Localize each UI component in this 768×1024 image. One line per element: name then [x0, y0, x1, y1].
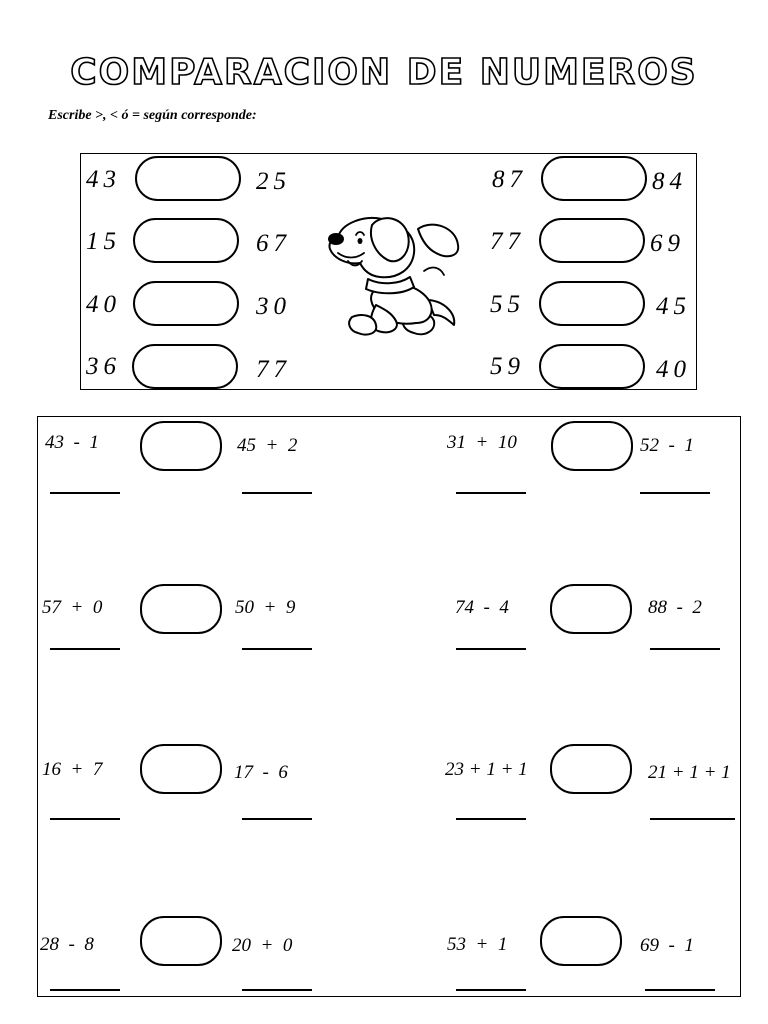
expression-right: 52 - 1	[640, 435, 694, 456]
expression-right: 21 + 1 + 1	[648, 762, 731, 783]
number-right: 25	[256, 168, 291, 195]
dog-illustration	[318, 205, 464, 345]
answer-line[interactable]	[650, 818, 735, 820]
number-left: 43	[86, 166, 121, 193]
expression-right: 45 + 2	[237, 435, 298, 456]
expression-left: 16 + 7	[42, 759, 103, 780]
expression-left: 31 + 10	[447, 432, 517, 453]
expression-left: 28 - 8	[40, 934, 94, 955]
answer-line[interactable]	[242, 492, 312, 494]
number-right: 67	[256, 230, 291, 257]
number-left: 36	[86, 353, 121, 380]
expression-right: 88 - 2	[648, 597, 702, 618]
answer-oval[interactable]	[539, 218, 645, 263]
number-left: 55	[490, 291, 525, 318]
answer-line[interactable]	[50, 989, 120, 991]
answer-oval[interactable]	[133, 281, 239, 326]
answer-oval[interactable]	[140, 744, 222, 794]
answer-line[interactable]	[242, 818, 312, 820]
number-right: 84	[652, 168, 687, 195]
answer-line[interactable]	[645, 989, 715, 991]
answer-oval[interactable]	[133, 218, 239, 263]
answer-line[interactable]	[456, 492, 526, 494]
number-left: 59	[490, 353, 525, 380]
answer-line[interactable]	[50, 818, 120, 820]
answer-oval[interactable]	[140, 584, 222, 634]
answer-line[interactable]	[456, 648, 526, 650]
expression-right: 50 + 9	[235, 597, 296, 618]
answer-oval[interactable]	[539, 281, 645, 326]
expression-left: 74 - 4	[455, 597, 509, 618]
number-left: 77	[490, 228, 525, 255]
page-title: COMPARACION DE NUMEROS	[70, 52, 698, 93]
answer-oval[interactable]	[140, 916, 222, 966]
answer-oval[interactable]	[540, 916, 622, 966]
answer-line[interactable]	[650, 648, 720, 650]
answer-line[interactable]	[50, 648, 120, 650]
answer-line[interactable]	[456, 989, 526, 991]
answer-line[interactable]	[242, 648, 312, 650]
expression-left: 23 + 1 + 1	[445, 759, 528, 780]
number-left: 15	[86, 228, 121, 255]
expression-right: 69 - 1	[640, 935, 694, 956]
answer-oval[interactable]	[135, 156, 241, 201]
answer-oval[interactable]	[541, 156, 647, 201]
number-right: 45	[656, 293, 691, 320]
answer-oval[interactable]	[140, 421, 222, 471]
expression-left: 57 + 0	[42, 597, 103, 618]
instructions: Escribe >, < ó = según corresponde:	[48, 108, 257, 123]
number-right: 77	[256, 356, 291, 383]
comparison-box-operations	[37, 416, 741, 997]
answer-line[interactable]	[640, 492, 710, 494]
answer-line[interactable]	[50, 492, 120, 494]
number-right: 30	[256, 293, 291, 320]
number-left: 40	[86, 291, 121, 318]
answer-oval[interactable]	[550, 744, 632, 794]
expression-left: 43 - 1	[45, 432, 99, 453]
answer-oval[interactable]	[132, 344, 238, 389]
number-left: 87	[492, 166, 527, 193]
answer-oval[interactable]	[551, 421, 633, 471]
number-right: 69	[650, 230, 685, 257]
answer-line[interactable]	[456, 818, 526, 820]
answer-oval[interactable]	[550, 584, 632, 634]
expression-left: 53 + 1	[447, 934, 508, 955]
answer-oval[interactable]	[539, 344, 645, 389]
expression-right: 20 + 0	[232, 935, 293, 956]
expression-right: 17 - 6	[234, 762, 288, 783]
number-right: 40	[656, 356, 691, 383]
answer-line[interactable]	[242, 989, 312, 991]
